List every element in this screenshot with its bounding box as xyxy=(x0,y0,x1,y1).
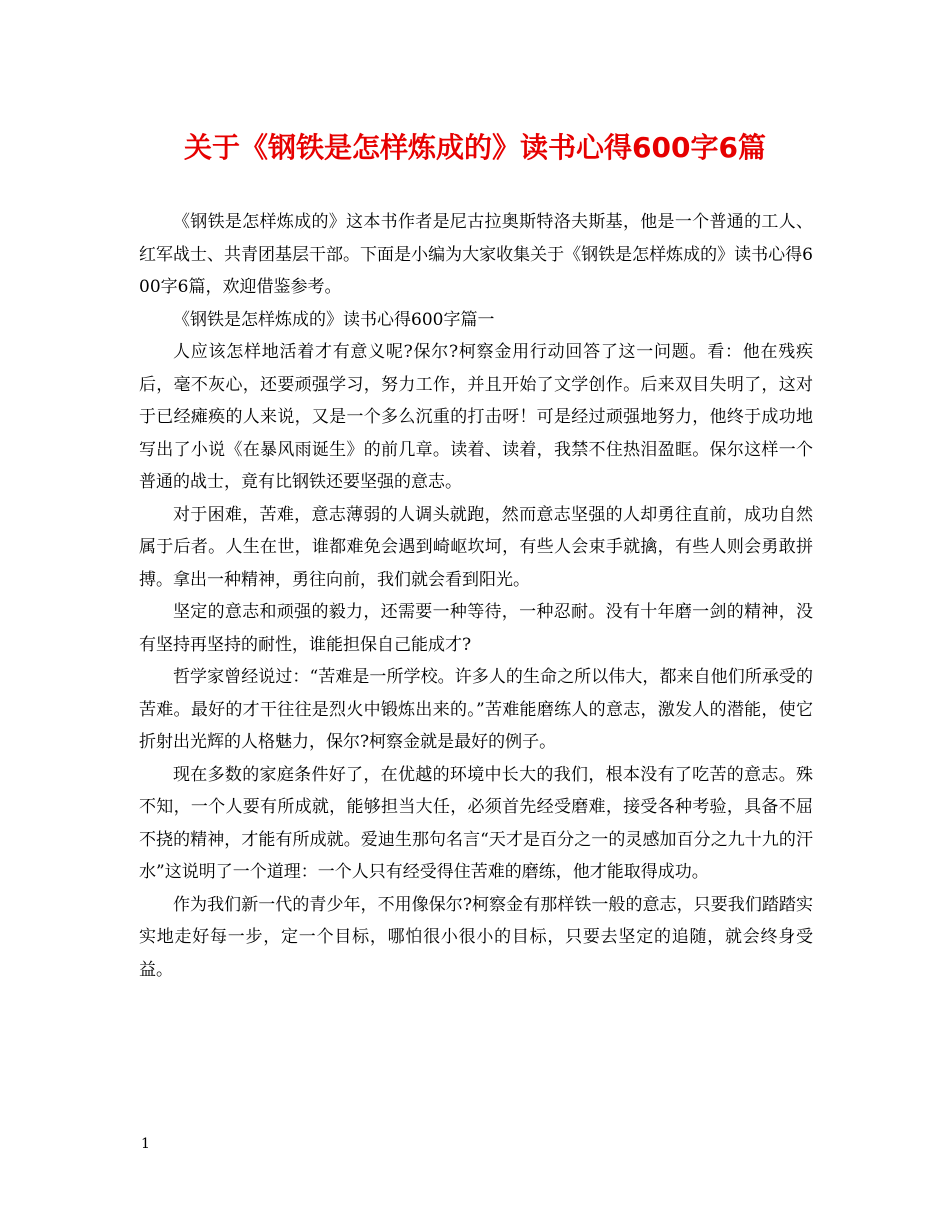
paragraph: 《钢铁是怎样炼成的》这本书作者是尼古拉奥斯特洛夫斯基，他是一个普通的工人、红军战士、共青团基层干部。下面是小编为大家收集关于《钢铁是怎样炼成的》读书心得600字6篇，欢迎借鉴参考。 xyxy=(139,212,813,297)
paragraph: 现在多数的家庭条件好了，在优越的环境中长大的我们，根本没有了吃苦的意志。殊不知，一个人要有所成就，能够担当大任，必须首先经受磨难，接受各种考验，具备不屈不挠的精神，才能有所成就。爱迪生那句名言“天才是百分之一的灵感加百分之九十九的汗水”这说明了一个道理：一个人只有经受得住苦难的磨练，他才能取得成功。 xyxy=(139,764,813,882)
section-heading: 《钢铁是怎样炼成的》读书心得600字篇一 xyxy=(173,309,495,330)
paragraph: 人应该怎样地活着才有意义呢?保尔?柯察金用行动回答了这一问题。看：他在残疾后，毫不灰心，还要顽强学习，努力工作，并且开始了文学创作。后来双目失明了，这对于已经瘫痪的人来说，又是一个多么沉重的打击呀！可是经过顽强地努力，他终于成功地写出了小说《在暴风雨诞生》的前几章。读着、读着，我禁不住热泪盈眶。保尔这样一个普通的战士，竟有比钢铁还要坚强的意志。 xyxy=(139,342,813,492)
paragraph: 哲学家曾经说过：“苦难是一所学校。许多人的生命之所以伟大，都来自他们所承受的苦难。最好的才干往往是烈火中锻炼出来的。”苦难能磨练人的意志，激发人的潜能，使它折射出光辉的人格魅力，保尔?柯察金就是最好的例子。 xyxy=(139,667,813,752)
paragraph: 作为我们新一代的青少年，不用像保尔?柯察金有那样铁一般的意志，只要我们踏踏实实地走好每一步，定一个目标，哪怕很小很小的目标，只要去坚定的追随，就会终身受益。 xyxy=(139,894,813,980)
document-body xyxy=(139,206,813,986)
page-number: 1 xyxy=(141,1136,150,1152)
paragraph: 对于困难，苦难，意志薄弱的人调头就跑，然而意志坚强的人却勇往直前，成功自然属于后者。人生在世，谁都难免会遇到崎岖坎坷，有些人会束手就擒，有些人则会勇敢拼搏。拿出一种精神，勇往向前，我们就会看到阳光。 xyxy=(139,504,813,590)
paragraph: 坚定的意志和顽强的毅力，还需要一种等待，一种忍耐。没有十年磨一剑的精神，没有坚持再坚持的耐性，谁能担保自己能成才? xyxy=(139,602,813,655)
document-title: 关于《钢铁是怎样炼成的》读书心得600字6篇 xyxy=(184,131,766,164)
